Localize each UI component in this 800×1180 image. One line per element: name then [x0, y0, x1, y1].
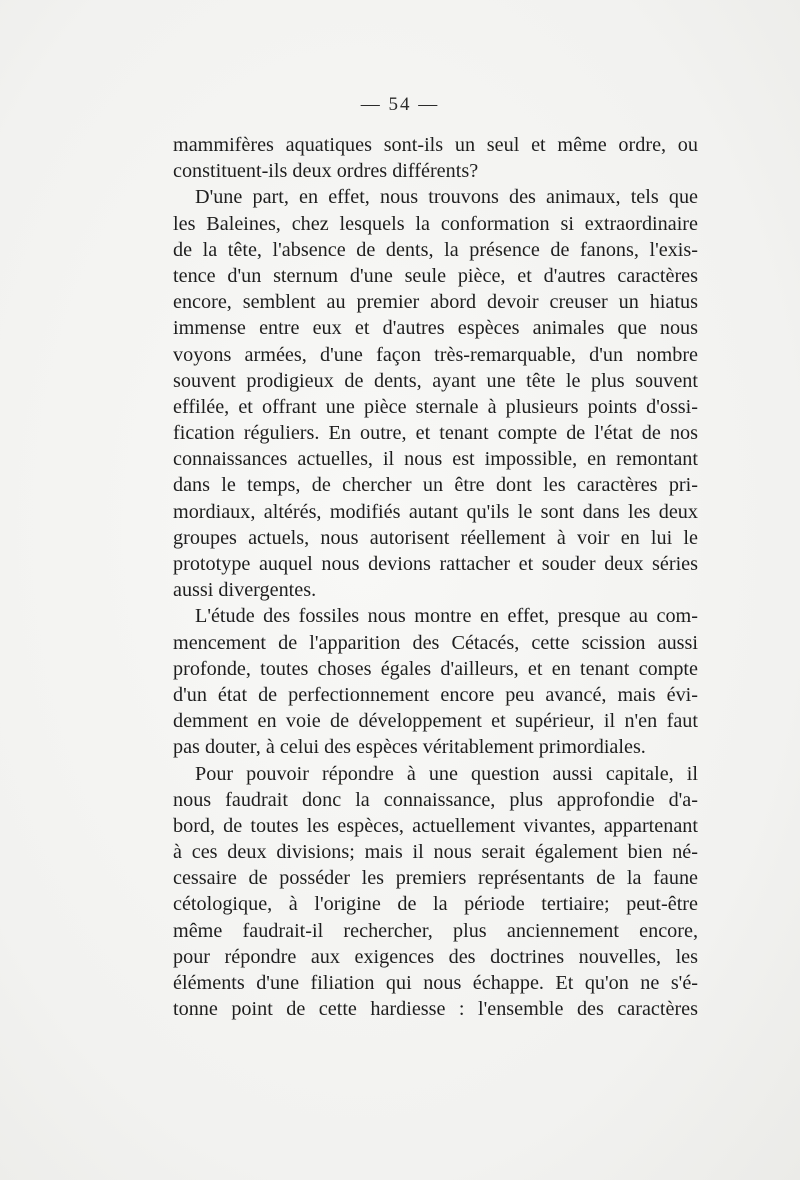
text-line: éléments d'une filiation qui nous échappe. Et qu'on ne s'é- — [173, 972, 698, 994]
text-line: à ces deux divisions; mais il nous serait également bien né- — [173, 841, 698, 864]
text-line: nous faudrait donc la connaissance, plus approfondie d'a- — [173, 788, 698, 811]
text-line: connaissances actuelles, il nous est impossible, en remontant — [173, 448, 698, 471]
text-line: L'étude des fossiles nous montre en effet, presque au com- — [195, 605, 698, 628]
text-line: mencement de l'apparition des Cétacés, cette scission aussi — [173, 631, 698, 654]
text-line: D'une part, en effet, nous trouvons des animaux, tels que — [195, 186, 698, 209]
text-line: encore, semblent au premier abord devoir creuser un hiatus — [173, 291, 698, 314]
text-line: même faudrait-il rechercher, plus anciennement encore, — [173, 919, 698, 942]
text-line: les Baleines, chez lesquels la conformation si extraordinaire — [173, 212, 698, 235]
text-line: bord, de toutes les espèces, actuellement vivantes, appartenant — [173, 814, 698, 837]
text-line: aussi divergentes. — [173, 579, 317, 602]
text-line: cétologique, à l'origine de la période tertiaire; peut-être — [173, 893, 698, 916]
body-text — [173, 132, 698, 1022]
text-line: pour répondre aux exigences des doctrines nouvelles, les — [173, 945, 698, 968]
text-line: mammifères aquatiques sont-ils un seul et même ordre, ou — [173, 134, 698, 156]
text-line: cessaire de posséder les premiers représentants de la faune — [173, 867, 698, 890]
text-line: d'un état de perfectionnement encore peu avancé, mais évi- — [173, 683, 698, 706]
text-line: pas douter, à celui des espèces véritablement primordiales. — [173, 736, 646, 759]
text-line: tonne point de cette hardiesse : l'ensemble des caractères — [173, 998, 698, 1021]
text-line: de la tête, l'absence de dents, la présence de fanons, l'exis- — [173, 238, 698, 261]
text-line: voyons armées, d'une façon très-remarquable, d'un nombre — [173, 343, 698, 366]
text-line: effilée, et offrant une pièce sternale à plusieurs points d'ossi- — [173, 395, 698, 418]
text-line: Pour pouvoir répondre à une question aussi capitale, il — [195, 762, 698, 785]
text-line: profonde, toutes choses égales d'ailleurs, et en tenant compte — [173, 657, 698, 680]
text-line: demment en voie de développement et supérieur, il n'en faut — [173, 710, 698, 733]
text-line: prototype auquel nous devions rattacher et souder deux séries — [173, 553, 698, 575]
text-line: mordiaux, altérés, modifiés autant qu'ils le sont dans les deux — [173, 500, 698, 523]
text-line: dans le temps, de chercher un être dont les caractères pri- — [173, 474, 698, 497]
text-line: fication réguliers. En outre, et tenant compte de l'état de nos — [173, 422, 698, 445]
text-line: souvent prodigieux de dents, ayant une tête le plus souvent — [173, 369, 698, 392]
page-number: — 54 — — [360, 94, 440, 115]
text-line: constituent-ils deux ordres différents? — [173, 160, 479, 183]
text-line: tence d'un sternum d'une seule pièce, et d'autres caractères — [173, 264, 698, 287]
text-line: groupes actuels, nous autorisent réellement à voir en lui le — [173, 526, 698, 549]
text-line: immense entre eux et d'autres espèces animales que nous — [173, 317, 698, 340]
